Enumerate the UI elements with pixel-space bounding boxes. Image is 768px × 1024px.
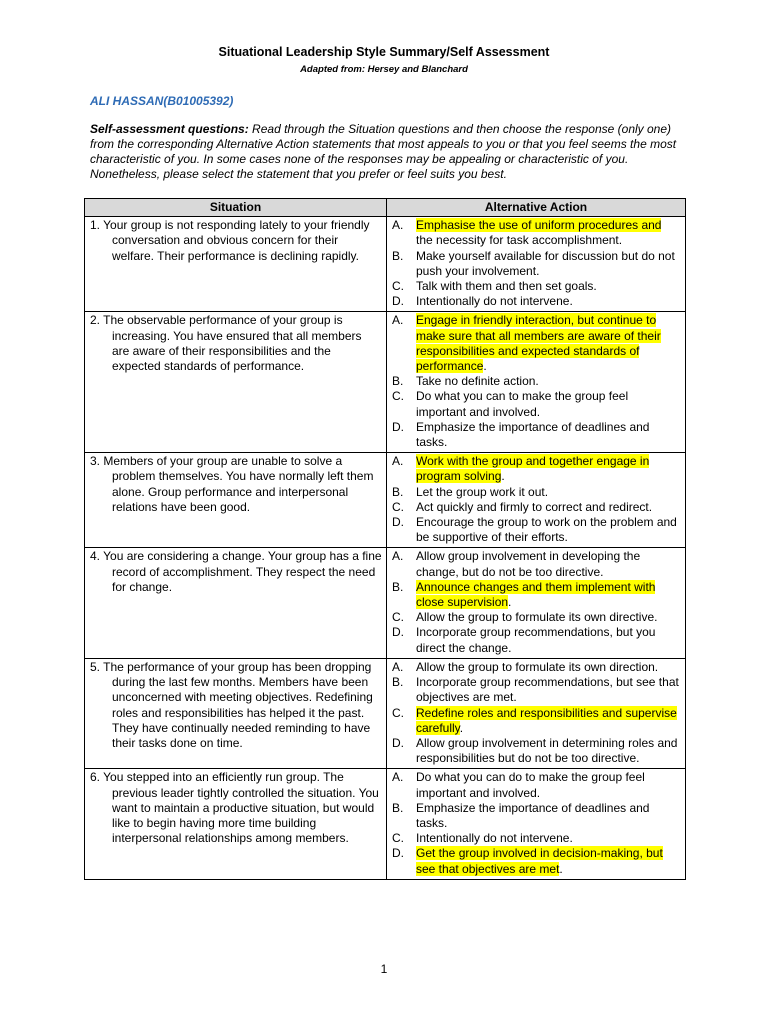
action-option [392, 580, 681, 610]
option-letter: D. [392, 735, 404, 750]
action-option [392, 660, 681, 675]
option-rest-text: Allow group involvement in determining roles and responsibilities but do not be too directive. [416, 735, 678, 766]
intro-lead: Self-assessment questions: [90, 122, 249, 136]
highlighted-answer: Emphasise the use of uniform procedures and [416, 218, 662, 233]
header-situation: Situation [85, 199, 387, 217]
option-text [416, 801, 681, 831]
highlighted-answer: Work with the group and together engage in program solving [416, 454, 650, 484]
option-letter: A. [392, 549, 404, 564]
situation-text: 6. You stepped into an efficiently run group. The previous leader tightly controlled the situation. You want to maintain a productive situation, but would like to begin having more time building interpersonal relationships among members. [90, 770, 379, 846]
option-rest-text: Encourage the group to work on the problem and be supportive of their efforts. [416, 515, 677, 545]
option-letter: D. [392, 846, 404, 861]
situation-cell [85, 217, 387, 312]
option-text [416, 625, 681, 655]
situation-text: 4. You are considering a change. Your group has a fine record of accomplishment. They respect the need for change. [90, 549, 382, 594]
option-letter: B. [392, 248, 404, 263]
highlighted-answer: Announce changes and them implement with close supervision [416, 579, 656, 610]
situation-text: 5. The performance of your group has been dropping during the last few months. Members have been unconcerned with meeting objectives. Redefining roles and responsibilities has helped it the past. They have continually needed reminding to have their tasks done on time. [90, 659, 373, 750]
option-rest-text: . [559, 861, 563, 876]
assessment-table [84, 198, 686, 880]
option-rest-text: Act quickly and firmly to correct and redirect. [416, 499, 653, 514]
option-text [416, 374, 681, 389]
option-letter: C. [392, 610, 404, 625]
option-rest-text: Make yourself available for discussion but do not push your involvement. [416, 248, 675, 278]
action-option [392, 374, 681, 389]
action-option [392, 454, 681, 484]
option-text [416, 389, 681, 419]
situation-cell [85, 548, 387, 658]
action-option [392, 770, 681, 800]
action-option [392, 313, 681, 374]
option-rest-text: Incorporate group recommendations, but see that objectives are met. [416, 675, 679, 705]
action-option [392, 846, 681, 876]
action-option [392, 500, 681, 515]
action-cell [387, 217, 686, 312]
option-rest-text: Do what you can to make the group feel important and involved. [416, 389, 629, 419]
action-option [392, 294, 681, 309]
situation-text: 1. Your group is not responding lately to your friendly conversation and obvious concern for their welfare. Their performance is declining rapidly. [90, 218, 370, 263]
action-option [392, 831, 681, 846]
highlighted-answer: Redefine roles and responsibilities and supervise carefully [416, 705, 677, 735]
option-rest-text: Allow the group to formulate its own directive. [416, 610, 658, 625]
option-letter: B. [392, 675, 404, 690]
option-rest-text: . [508, 595, 512, 610]
option-text [416, 249, 681, 279]
option-text [416, 580, 681, 610]
situation-cell [85, 658, 387, 768]
option-rest-text: . [483, 359, 487, 374]
option-letter: C. [392, 499, 404, 514]
header-alternative-action: Alternative Action [387, 199, 686, 217]
option-letter: C. [392, 389, 404, 404]
option-letter: A. [392, 218, 404, 233]
action-option [392, 389, 681, 419]
option-text [416, 313, 681, 374]
option-letter: C. [392, 831, 404, 846]
option-text [416, 770, 681, 800]
action-cell [387, 453, 686, 548]
option-letter: A. [392, 454, 404, 469]
option-letter: B. [392, 800, 404, 815]
intro-paragraph [90, 122, 690, 182]
option-letter: C. [392, 705, 404, 720]
action-option [392, 420, 681, 450]
highlighted-answer: Engage in friendly interaction, but continue to make sure that all members are aware of their responsibilities and expected standards of performance [416, 313, 661, 374]
option-text [416, 420, 681, 450]
situation-text: 3. Members of your group are unable to solve a problem themselves. You have normally left them alone. Group performance and interpersonal relations have been good. [90, 454, 374, 514]
option-text [416, 846, 681, 876]
page-number: 1 [380, 962, 388, 976]
table-row [85, 658, 686, 768]
option-rest-text: Intentionally do not intervene. [416, 294, 573, 309]
option-letter: A. [392, 313, 404, 328]
table-row [85, 769, 686, 879]
table-body [85, 217, 686, 880]
option-letter: B. [392, 579, 404, 594]
action-option [392, 218, 681, 248]
option-text [416, 549, 681, 579]
highlighted-answer: Get the group involved in decision-making, but see that objectives are met [416, 846, 663, 876]
option-text [416, 500, 681, 515]
action-option [392, 675, 681, 705]
option-rest-text: the necessity for task accomplishment. [416, 233, 623, 248]
option-rest-text: Incorporate group recommendations, but you direct the change. [416, 625, 656, 655]
situation-text: 2. The observable performance of your group is increasing. You have ensured that all members are aware of their responsibilities and the expected standards of performance. [90, 313, 362, 374]
table-row [85, 312, 686, 453]
option-letter: D. [392, 625, 404, 640]
option-letter: D. [392, 419, 404, 434]
option-rest-text: Emphasize the importance of deadlines and tasks. [416, 800, 650, 830]
option-text [416, 736, 681, 766]
option-text [416, 675, 681, 705]
action-option [392, 549, 681, 579]
action-option [392, 515, 681, 545]
option-letter: D. [392, 515, 404, 530]
option-rest-text: Do what you can do to make the group feel important and involved. [416, 770, 645, 800]
option-text [416, 294, 681, 309]
action-option [392, 801, 681, 831]
action-cell [387, 658, 686, 768]
table-row [85, 548, 686, 658]
table-row [85, 217, 686, 312]
action-cell [387, 769, 686, 879]
action-option [392, 279, 681, 294]
option-text [416, 660, 681, 675]
option-text [416, 610, 681, 625]
option-rest-text: Allow the group to formulate its own direction. [416, 659, 659, 674]
option-text [416, 485, 681, 500]
option-letter: B. [392, 374, 404, 389]
document-subtitle: Adapted from: Hersey and Blanchard [300, 64, 468, 75]
option-text [416, 218, 681, 248]
situation-cell [85, 453, 387, 548]
option-rest-text: Talk with them and then set goals. [416, 279, 597, 294]
option-rest-text: Take no definite action. [416, 374, 539, 389]
author-name: ALI HASSAN(B01005392) [90, 94, 234, 108]
option-letter: B. [392, 484, 404, 499]
option-rest-text: Allow group involvement in developing the change, but do not be too directive. [416, 549, 641, 579]
action-option [392, 736, 681, 766]
option-text [416, 706, 681, 736]
option-rest-text: Intentionally do not intervene. [416, 831, 573, 846]
intro-text: Read through the Situation questions and then choose the response (only one) from the corresponding Alternative Action statements that most appeals to you or that you feel seems the most characteristic of you. In some cases none of the responses may be appealing or characteristic of you. Nonetheless, please select the statement that you prefer or feel suits you best. [90, 122, 677, 181]
action-option [392, 485, 681, 500]
action-option [392, 625, 681, 655]
option-rest-text: Let the group work it out. [416, 484, 549, 499]
option-text [416, 831, 681, 846]
table-row [85, 453, 686, 548]
option-letter: A. [392, 659, 404, 674]
option-text [416, 454, 681, 484]
situation-cell [85, 769, 387, 879]
option-text [416, 279, 681, 294]
option-letter: D. [392, 294, 404, 309]
option-letter: A. [392, 770, 404, 785]
action-option [392, 706, 681, 736]
option-letter: C. [392, 279, 404, 294]
action-cell [387, 548, 686, 658]
option-rest-text: Emphasize the importance of deadlines and tasks. [416, 419, 650, 450]
option-rest-text: . [501, 469, 505, 484]
situation-cell [85, 312, 387, 453]
action-option [392, 610, 681, 625]
document-title: Situational Leadership Style Summary/Self Assessment [218, 45, 550, 59]
option-text [416, 515, 681, 545]
option-rest-text: . [459, 720, 464, 735]
table-header-row [85, 199, 686, 217]
action-option [392, 249, 681, 279]
action-cell [387, 312, 686, 453]
